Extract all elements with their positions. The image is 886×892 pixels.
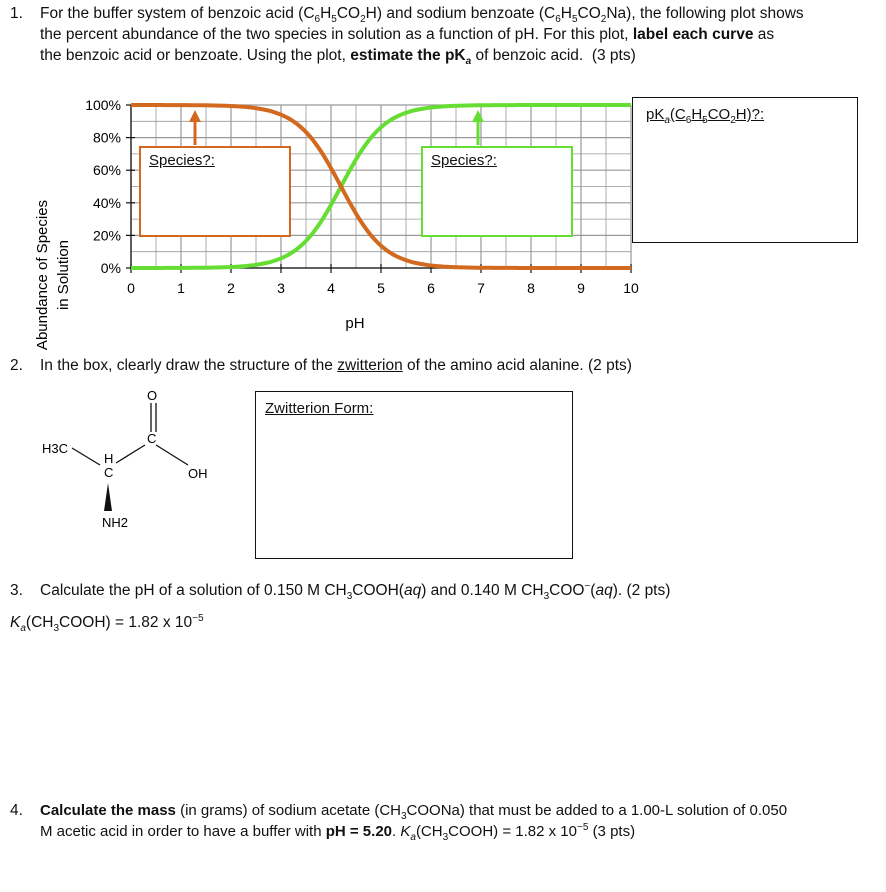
q1-line-1: For the buffer system of benzoic acid $(C_6H_5CO_2H)$ and sodium benzoate $(C_6H_5CO_2Na)$, the following plot shows xyxy=(40,5,804,26)
x-tick-label: 10 xyxy=(623,280,639,296)
q4-line-1: Calculate the mass (in grams) of sodium acetate $(CH_3COONa)$ that must be added to a 1.00-L solution of 0.050 xyxy=(40,802,788,822)
x-tick-label: 2 xyxy=(227,280,235,296)
y-tick-label: 20% xyxy=(92,227,121,244)
question-3-text xyxy=(10,580,870,635)
svg-text:H: H xyxy=(104,451,114,466)
alanine-structure xyxy=(30,385,260,545)
x-tick-label: 6 xyxy=(427,280,435,296)
pka-answer-box[interactable] xyxy=(632,97,858,243)
x-tick-label: 5 xyxy=(377,280,385,296)
x-tick-label: 9 xyxy=(577,280,585,296)
question-number: 4. xyxy=(10,802,23,819)
question-2 xyxy=(10,355,870,377)
question-2-text: In the box, clearly draw the structure of the zwitterion of the amino acid alanine. (2 pts) xyxy=(40,357,632,374)
y-tick-label: 0% xyxy=(100,260,121,276)
species-label-left: Species?: xyxy=(149,152,215,169)
svg-text:C: C xyxy=(104,465,114,480)
q3-line-2: $K_a(CH_3COOH) = 1.82$ x $10^{-5}$ xyxy=(10,612,204,635)
x-tick-label: 0 xyxy=(127,280,135,296)
svg-text:NH2: NH2 xyxy=(102,515,129,530)
y-tick-label: 100% xyxy=(85,97,121,113)
q4-line-2: M acetic acid in order to have a buffer with pH = 5.20. $K_a(CH_3COOH) = 1.82$ x $10^{-5}$ (3 pts) xyxy=(40,822,636,843)
y-tick-label: 60% xyxy=(92,162,121,179)
question-number: 2. xyxy=(10,357,23,374)
y-axis-label-line-2: in Solution xyxy=(55,239,72,311)
question-4 xyxy=(10,800,876,844)
svg-text:H3C: H3C xyxy=(42,441,69,456)
species-label-right: Species?: xyxy=(431,152,497,169)
arrow-up-icon-left xyxy=(189,110,201,145)
x-axis-label: pH xyxy=(345,315,365,332)
y-tick-label: 40% xyxy=(92,194,121,211)
y-tick-label: 80% xyxy=(92,129,121,146)
x-tick-label: 8 xyxy=(527,280,535,296)
question-4-text xyxy=(40,800,876,842)
question-1 xyxy=(10,3,870,69)
svg-text:O: O xyxy=(147,388,158,403)
arrow-up-icon-right xyxy=(472,110,484,145)
svg-text:OH: OH xyxy=(188,466,208,481)
zwitterion-answer-box[interactable] xyxy=(255,391,573,559)
question-3 xyxy=(10,580,870,635)
question-1-text xyxy=(40,3,870,66)
q3-line-1: Calculate the pH of a solution of 0.150 M $CH_3COOH(aq)$ and 0.140 M $CH_3COO^-(aq)$. (2 pts) xyxy=(40,580,671,603)
question-number: 3. xyxy=(10,582,23,599)
y-axis-label-line-1: Abundance of Species xyxy=(34,199,51,351)
x-tick-label: 7 xyxy=(477,280,485,296)
wedge-bond xyxy=(104,483,112,511)
q1-line-3: the benzoic acid or benzoate. Using the plot, estimate the $pK_a$ of benzoic acid. (3 pts) xyxy=(40,47,636,68)
x-tick-label: 3 xyxy=(277,280,285,296)
svg-text:C: C xyxy=(147,431,157,446)
x-tick-label: 4 xyxy=(327,280,335,296)
pka-box-label: $pK_a(C_6H_5CO_2H)$?: xyxy=(646,106,765,126)
zwitterion-box-label: Zwitterion Form: xyxy=(265,400,374,417)
q1-line-2: the percent abundance of the two species in solution as a function of pH. For this plot, label each curve as xyxy=(40,26,775,43)
x-tick-label: 1 xyxy=(177,280,185,296)
question-number: 1. xyxy=(10,5,23,22)
